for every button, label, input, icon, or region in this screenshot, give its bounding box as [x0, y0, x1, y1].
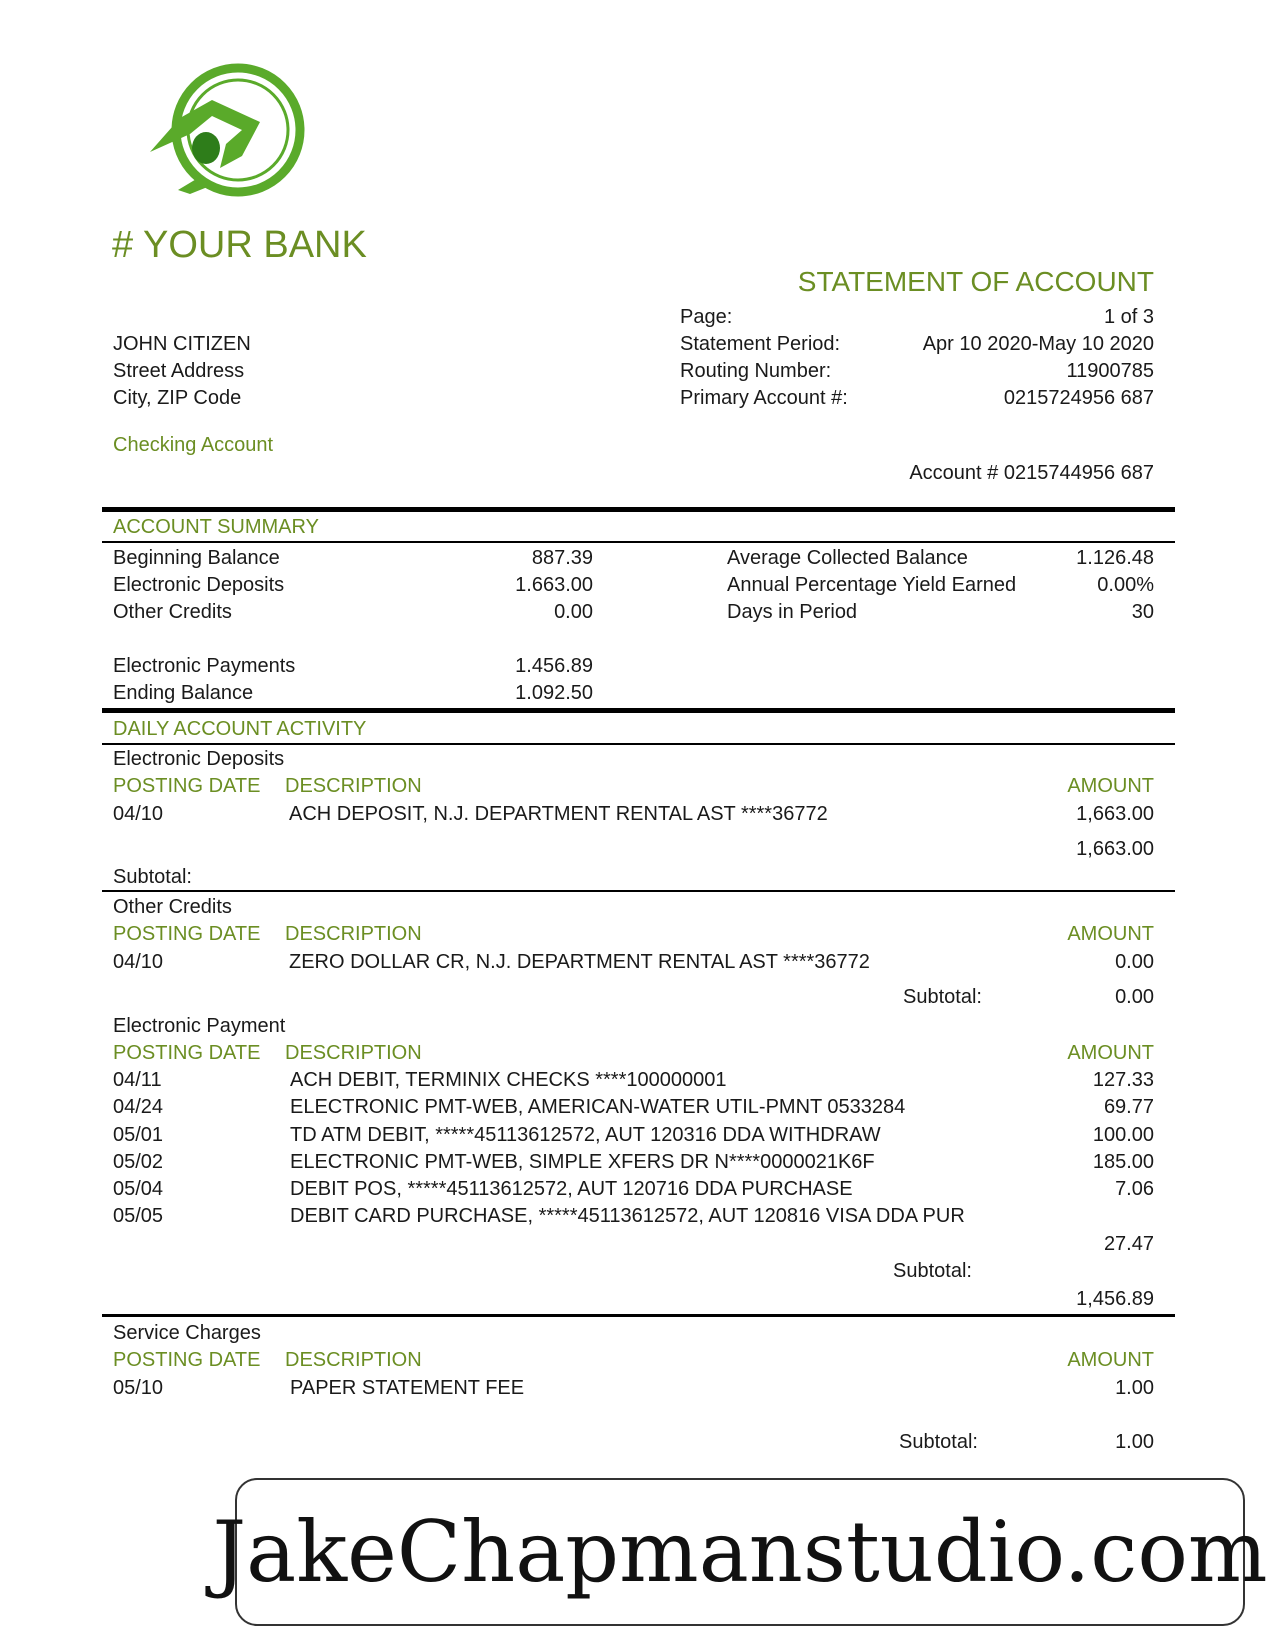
row-amount: 1.00: [1115, 1377, 1154, 1399]
summary-value: 887.39: [531, 547, 593, 569]
activity-top-rule: [102, 708, 1175, 713]
summary-label: Electronic Payments: [113, 655, 296, 677]
subtotal-label: Subtotal:: [113, 866, 192, 888]
summary-label: Beginning Balance: [113, 547, 280, 569]
row-amount: 100.00: [1092, 1124, 1154, 1146]
row-date: 04/24: [113, 1096, 164, 1118]
page-label: Page:: [680, 306, 733, 328]
row-amount: 7.06: [1115, 1178, 1154, 1200]
row-amount: 1,663.00: [1076, 803, 1154, 825]
row-description: ZERO DOLLAR CR, N.J. DEPARTMENT RENTAL AST ****36772: [289, 951, 870, 973]
col-amount: AMOUNT: [1067, 1349, 1154, 1371]
subtotal-value: 1.00: [1115, 1431, 1154, 1453]
row-amount: 27.47: [1103, 1233, 1154, 1255]
summary-value: 1.126.48: [1076, 547, 1154, 569]
primary-account-value: 0215724956 687: [1003, 387, 1154, 409]
summary-label: Electronic Deposits: [113, 574, 285, 596]
row-date: 05/05: [113, 1205, 164, 1227]
customer-street: Street Address: [113, 360, 245, 382]
col-amount: AMOUNT: [1067, 1042, 1154, 1064]
statement-title: STATEMENT OF ACCOUNT: [797, 266, 1154, 297]
routing-value: 11900785: [1066, 360, 1154, 382]
summary-header: ACCOUNT SUMMARY: [113, 516, 319, 538]
summary-value: 0.00%: [1097, 574, 1154, 596]
summary-header-rule: [102, 541, 1175, 543]
row-description: ELECTRONIC PMT-WEB, AMERICAN-WATER UTIL-PMNT 0533284: [290, 1096, 906, 1118]
col-description: DESCRIPTION: [285, 923, 422, 945]
row-amount: 127.33: [1092, 1069, 1154, 1091]
section-title: Electronic Deposits: [113, 748, 285, 770]
row-description: ACH DEBIT, TERMINIX CHECKS ****100000001: [290, 1069, 727, 1091]
summary-label: Average Collected Balance: [727, 547, 968, 569]
customer-name: JOHN CITIZEN: [113, 333, 251, 355]
col-posting-date: POSTING DATE: [113, 775, 261, 797]
subtotal-value: 1,663.00: [1076, 838, 1154, 860]
primary-account-label: Primary Account #:: [680, 387, 848, 409]
summary-value: 1.663.00: [515, 574, 593, 596]
row-description: DEBIT CARD PURCHASE, *****45113612572, AUT 120816 VISA DDA PUR: [290, 1205, 965, 1227]
row-description: ELECTRONIC PMT-WEB, SIMPLE XFERS DR N****0000021K6F: [290, 1151, 875, 1173]
section-rule: [102, 1314, 1175, 1317]
col-posting-date: POSTING DATE: [113, 1042, 261, 1064]
row-date: 04/10: [113, 803, 164, 825]
row-date: 05/02: [113, 1151, 164, 1173]
subtotal-value: 0.00: [1115, 986, 1154, 1008]
activity-header-rule: [102, 743, 1175, 745]
watermark-box: [212, 1478, 1268, 1626]
row-description: TD ATM DEBIT, *****45113612572, AUT 120316 DDA WITHDRAW: [290, 1124, 881, 1146]
bank-name: # YOUR BANK: [112, 224, 367, 266]
col-amount: AMOUNT: [1067, 775, 1154, 797]
row-description: DEBIT POS, *****45113612572, AUT 120716 DDA PURCHASE: [290, 1178, 853, 1200]
summary-value: 0.00: [554, 601, 593, 623]
section-rule: [102, 890, 1175, 892]
customer-city: City, ZIP Code: [113, 387, 242, 409]
row-date: 04/10: [113, 951, 164, 973]
activity-header: DAILY ACCOUNT ACTIVITY: [113, 718, 367, 740]
summary-value: 1.456.89: [515, 655, 593, 677]
row-amount: 185.00: [1092, 1151, 1154, 1173]
section-title: Electronic Payment: [113, 1015, 286, 1037]
routing-label: Routing Number:: [680, 360, 832, 382]
row-description: PAPER STATEMENT FEE: [290, 1377, 525, 1399]
summary-label: Days in Period: [727, 601, 858, 623]
summary-label: Annual Percentage Yield Earned: [727, 574, 1017, 596]
subtotal-label: Subtotal:: [899, 1431, 978, 1453]
summary-label: Other Credits: [113, 601, 232, 623]
subtotal-label: Subtotal:: [903, 986, 982, 1008]
account-number-line: Account # 0215744956 687: [909, 462, 1154, 484]
period-value: Apr 10 2020-May 10 2020: [922, 333, 1154, 355]
row-description: ACH DEPOSIT, N.J. DEPARTMENT RENTAL AST ****36772: [289, 803, 828, 825]
row-date: 05/01: [113, 1124, 164, 1146]
page-value: 1 of 3: [1103, 306, 1154, 328]
summary-value: 30: [1131, 601, 1154, 623]
section-title: Service Charges: [113, 1322, 261, 1344]
col-posting-date: POSTING DATE: [113, 923, 261, 945]
period-label: Statement Period:: [680, 333, 841, 355]
subtotal-label: Subtotal:: [893, 1260, 972, 1282]
account-type: Checking Account: [113, 434, 274, 456]
section-title: Other Credits: [113, 896, 232, 918]
subtotal-value: 1,456.89: [1076, 1288, 1154, 1310]
row-amount: 0.00: [1115, 951, 1154, 973]
col-description: DESCRIPTION: [285, 1042, 422, 1064]
col-description: DESCRIPTION: [285, 1349, 422, 1371]
col-description: DESCRIPTION: [285, 775, 422, 797]
watermark-text: JakeChapmanstudio.com: [212, 1503, 1268, 1601]
summary-label: Ending Balance: [113, 682, 254, 704]
row-date: 05/04: [113, 1178, 164, 1200]
col-amount: AMOUNT: [1067, 923, 1154, 945]
row-date: 05/10: [113, 1377, 164, 1399]
row-amount: 69.77: [1103, 1096, 1154, 1118]
col-posting-date: POSTING DATE: [113, 1349, 261, 1371]
bank-logo: [150, 60, 310, 205]
summary-value: 1.092.50: [515, 682, 593, 704]
summary-top-rule: [102, 507, 1175, 512]
row-date: 04/11: [113, 1069, 162, 1091]
